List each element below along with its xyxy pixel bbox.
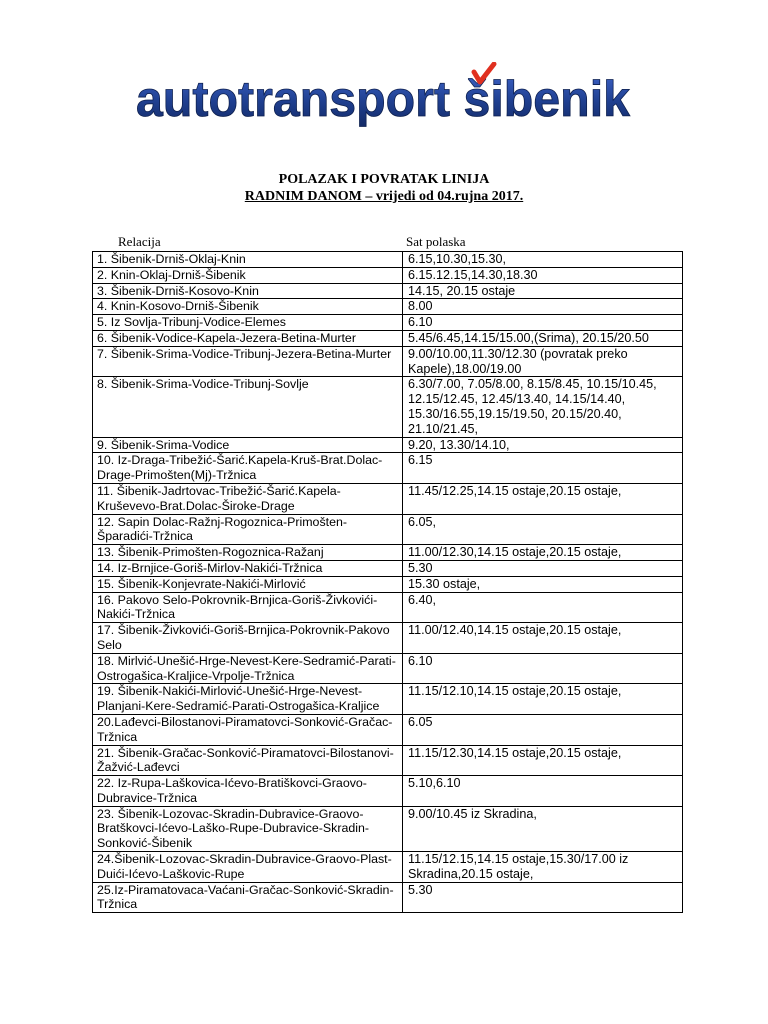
departure-times-cell: 6.10 [403, 315, 683, 331]
departure-times-cell: 11.15/12.15,14.15 ostaje,15.30/17.00 iz Skradina,20.15 ostaje, [403, 852, 683, 883]
page-subtitle: RADNIM DANOM – vrijedi od 04.rujna 2017. [244, 189, 524, 204]
table-row [93, 267, 683, 283]
route-cell: 8. Šibenik-Srima-Vodice-Tribunj-Sovlje [93, 377, 403, 437]
departure-times-cell: 6.30/7.00, 7.05/8.00, 8.15/8.45, 10.15/10.45, 12.15/12.45, 12.45/13.40, 14.15/14.40, 15.30/16.55,19.15/19.50, 20.15/20.40, 21.10/21.45, [403, 377, 683, 437]
departure-times-cell: 6.15.12.15,14.30,18.30 [403, 267, 683, 283]
route-cell: 9. Šibenik-Srima-Vodice [93, 437, 403, 453]
logo-text: autotransport šibenik [136, 71, 631, 127]
departure-times-cell: 5.30 [403, 882, 683, 913]
departure-times-cell: 6.05, [403, 514, 683, 545]
departure-times-cell: 11.15/12.30,14.15 ostaje,20.15 ostaje, [403, 745, 683, 776]
table-row [93, 330, 683, 346]
table-row [93, 377, 683, 437]
page-title: POLAZAK I POVRATAK LINIJA [278, 172, 490, 187]
departure-times-cell: 15.30 ostaje, [403, 576, 683, 592]
route-cell: 7. Šibenik-Srima-Vodice-Tribunj-Jezera-Betina-Murter [93, 346, 403, 377]
table-row [93, 623, 683, 654]
table-row [93, 714, 683, 745]
table-row [93, 592, 683, 623]
table-row [93, 514, 683, 545]
table-row [93, 283, 683, 299]
column-header-route: Relacija [118, 234, 161, 249]
route-cell: 22. Iz-Rupa-Laškovica-Ićevo-Bratiškovci-Graovo-Dubravice-Tržnica [93, 776, 403, 807]
table-row [93, 745, 683, 776]
column-header-departure: Sat polaska [406, 234, 466, 249]
route-cell: 13. Šibenik-Primošten-Rogoznica-Ražanj [93, 545, 403, 561]
route-cell: 5. Iz Sovlja-Tribunj-Vodice-Elemes [93, 315, 403, 331]
table-row [93, 576, 683, 592]
company-logo-graphic [134, 62, 634, 132]
route-cell: 18. Mirlvić-Unešić-Hrge-Nevest-Kere-Sedramić-Parati-Ostrogašica-Kraljice-Vrpolje-Tržnica [93, 653, 403, 684]
table-row [93, 882, 683, 913]
company-logo [134, 62, 634, 132]
departure-times-cell: 11.45/12.25,14.15 ostaje,20.15 ostaje, [403, 483, 683, 514]
table-row [93, 437, 683, 453]
table-row [93, 684, 683, 715]
departure-times-cell: 5.45/6.45,14.15/15.00,(Srima), 20.15/20.50 [403, 330, 683, 346]
route-cell: 23. Šibenik-Lozovac-Skradin-Dubravice-Graovo-Bratškovci-Ićevo-Laško-Rupe-Dubravice-Skradin-Sonković-Šibenik [93, 806, 403, 851]
route-cell: 11. Šibenik-Jadrtovac-Tribežić-Šarić.Kapela-Kruševevo-Brat.Dolac-Široke-Drage [93, 483, 403, 514]
route-cell: 10. Iz-Draga-Tribežić-Šarić.Kapela-Kruš-Brat.Dolac-Drage-Primošten(Mj)-Tržnica [93, 453, 403, 484]
route-cell: 25.Iz-Piramatovaca-Vaćani-Gračac-Sonković-Skradin-Tržnica [93, 882, 403, 913]
departure-times-cell: 9.00/10.45 iz Skradina, [403, 806, 683, 851]
route-cell: 12. Sapin Dolac-Ražnj-Rogoznica-Primošten-Šparadići-Tržnica [93, 514, 403, 545]
departure-times-cell: 11.15/12.10,14.15 ostaje,20.15 ostaje, [403, 684, 683, 715]
departure-times-cell: 8.00 [403, 299, 683, 315]
table-row [93, 806, 683, 851]
route-cell: 16. Pakovo Selo-Pokrovnik-Brnjica-Goriš-Živkovići-Nakići-Tržnica [93, 592, 403, 623]
route-cell: 1. Šibenik-Drniš-Oklaj-Knin [93, 252, 403, 268]
route-cell: 24.Šibenik-Lozovac-Skradin-Dubravice-Graovo-Plast-Duići-Ićevo-Laškovic-Rupe [93, 852, 403, 883]
route-cell: 14. Iz-Brnjice-Goriš-Mirlov-Nakići-Tržnica [93, 560, 403, 576]
table-row [93, 560, 683, 576]
departure-times-cell: 11.00/12.30,14.15 ostaje,20.15 ostaje, [403, 545, 683, 561]
departure-times-cell: 5.30 [403, 560, 683, 576]
table-row [93, 453, 683, 484]
departure-times-cell: 14.15, 20.15 ostaje [403, 283, 683, 299]
route-cell: 21. Šibenik-Gračac-Sonković-Piramatovci-Bilostanovi-Žažvić-Lađevci [93, 745, 403, 776]
table-row [93, 252, 683, 268]
schedule-table-body [93, 252, 683, 913]
table-row [93, 545, 683, 561]
departure-times-cell: 6.15 [403, 453, 683, 484]
route-cell: 6. Šibenik-Vodice-Kapela-Jezera-Betina-Murter [93, 330, 403, 346]
departure-times-cell: 6.05 [403, 714, 683, 745]
departure-times-cell: 11.00/12.40,14.15 ostaje,20.15 ostaje, [403, 623, 683, 654]
route-cell: 4. Knin-Kosovo-Drniš-Šibenik [93, 299, 403, 315]
route-cell: 15. Šibenik-Konjevrate-Nakići-Mirlović [93, 576, 403, 592]
route-cell: 2. Knin-Oklaj-Drniš-Šibenik [93, 267, 403, 283]
table-row [93, 315, 683, 331]
table-row [93, 346, 683, 377]
schedule-table [92, 251, 683, 913]
route-cell: 20.Lađevci-Bilostanovi-Piramatovci-Sonković-Gračac-Tržnica [93, 714, 403, 745]
departure-times-cell: 6.15,10.30,15.30, [403, 252, 683, 268]
departure-times-cell: 6.40, [403, 592, 683, 623]
departure-times-cell: 6.10 [403, 653, 683, 684]
departure-times-cell: 5.10,6.10 [403, 776, 683, 807]
table-row [93, 653, 683, 684]
route-cell: 17. Šibenik-Živkovići-Goriš-Brnjica-Pokrovnik-Pakovo Selo [93, 623, 403, 654]
route-cell: 3. Šibenik-Drniš-Kosovo-Knin [93, 283, 403, 299]
route-cell: 19. Šibenik-Nakići-Mirlović-Unešić-Hrge-Nevest-Planjani-Kere-Sedramić-Parati-Ostrogašica-Kraljice [93, 684, 403, 715]
departure-times-cell: 9.00/10.00,11.30/12.30 (povratak preko Kapele),18.00/19.00 [403, 346, 683, 377]
table-row [93, 776, 683, 807]
table-row [93, 852, 683, 883]
departure-times-cell: 9.20, 13.30/14.10, [403, 437, 683, 453]
table-row [93, 299, 683, 315]
table-row [93, 483, 683, 514]
